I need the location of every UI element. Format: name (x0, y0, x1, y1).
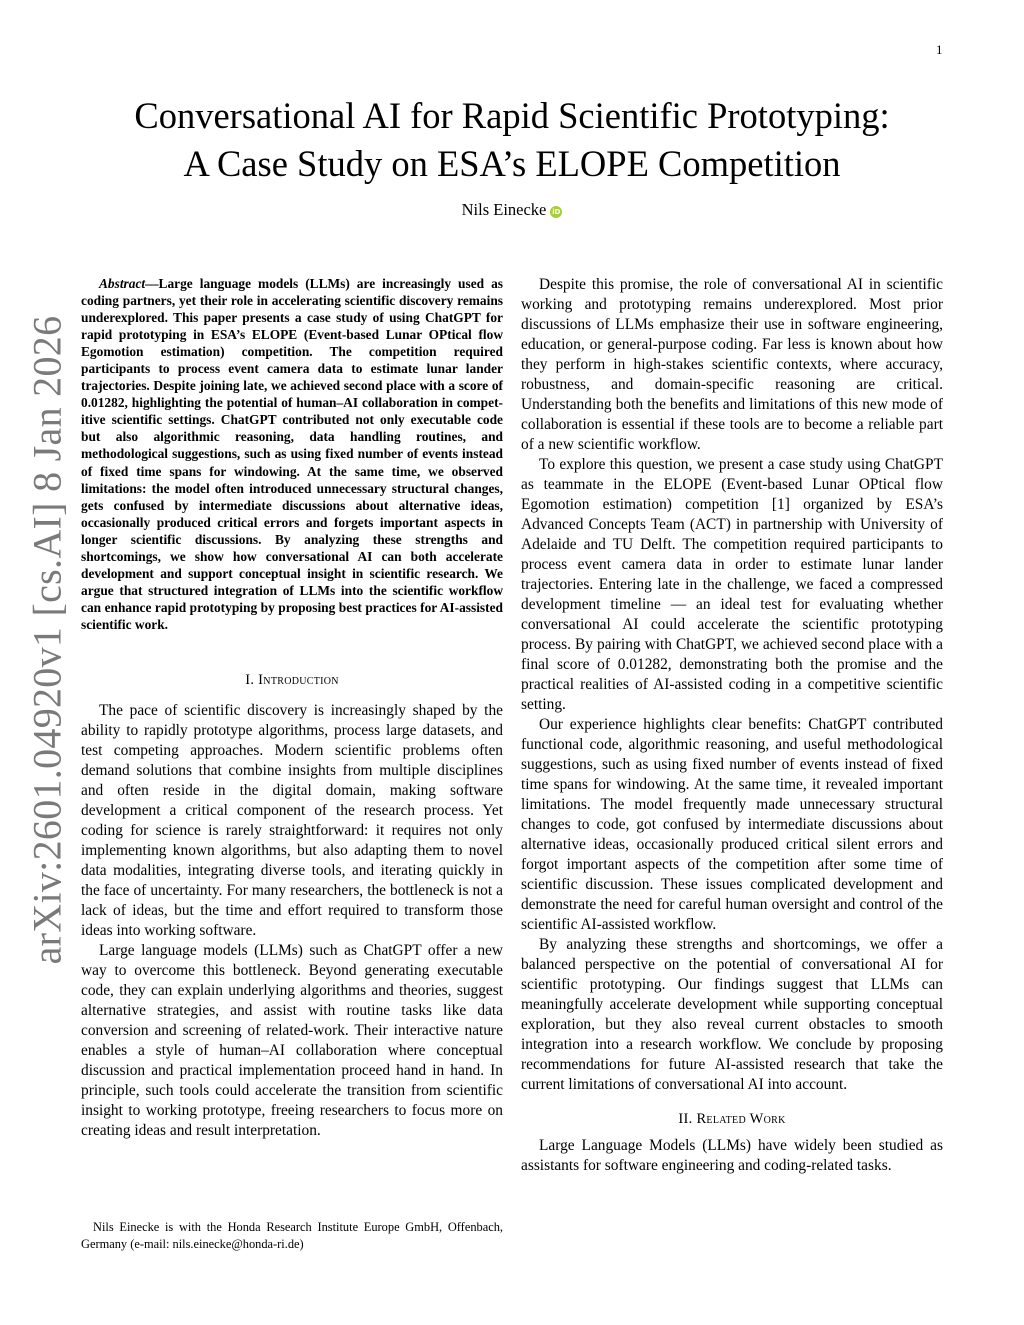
right-column (521, 275, 943, 1176)
orcid-icon[interactable]: iD (552, 208, 561, 216)
paper-title (60, 92, 964, 188)
author-name: Nils Einecke (461, 200, 547, 219)
author-line (0, 200, 1024, 220)
section-heading-introduction: I. Introduction (245, 671, 339, 688)
intro-paragraph-6: By analyzing these strengths and shortcomings, we offer a balanced perspective on the potential of conversational AI for scientific prototyping. Our findings suggest that LLMs can meaningfully accelerate development while supporting conceptual exploration, but they also reveal current obstacles to smooth integration into a research workflow. We conclude by proposing recommendations for future AI-assisted research that take the current limitations of conversational AI into account. (521, 936, 943, 1093)
title-line-2: A Case Study on ESA’s ELOPE Competition (183, 143, 841, 184)
intro-paragraph-5: Our experience highlights clear benefits: ChatGPT contributed functional code, algorithmic reasoning, and useful methodological suggestions, such as using fixed number of events instead of fixed time spans for windowing. At the same time, it revealed important limitations. The model frequently made unnecessary structural changes to code, got confused by intermediate discussions about alternative ideas, occasionally produced critical silent errors and forgot important aspects of the competition after some time of scientific discussion. These issues complicated development and demonstrate the need for careful human oversight and control of the scientific AI-assisted workflow. (521, 716, 943, 933)
section-heading-related-work: II. Related Work (678, 1111, 786, 1127)
page-number: 1 (936, 42, 943, 57)
abstract-label: Abstract (99, 276, 146, 291)
abstract-text: Large language models (LLMs) are increasingly used as coding partners, yet their role in accelerating scientific discovery remains underexplored. This paper presents a case study of using ChatGPT for rapid prototyping in ESA’s ELOPE (Event-based Lunar OPtical flow Egomotion estimation) competition. The competition required participants to process event camera data to estimate lunar lander trajectories. Despite joining late, we achieved second place with a score of 0.01282, highlighting the potential of human–AI collaboration in competitive scientific settings. ChatGPT contributed not only executable code but also algorithmic reasoning, data handling routines, and methodological suggestions, such as using fixed number of events instead of fixed time spans for windowing. At the same time, we observed limitations: the model often introduced unnecessary structural changes, gets confused by intermediate discussions about alternative ideas, occasionally produced critical errors and forgets important aspects in longer scientific discussions. By analyzing these strengths and shortcomings, we show how conversational AI can both accelerate development and support conceptual insight in scientific research. We argue that structured integration of LLMs into the scientific workflow can enhance rapid prototyping by proposing best practices for AI-assisted scientific work. (81, 276, 503, 632)
intro-paragraph-4: To explore this question, we present a case study using ChatGPT as teammate in the ELOPE (Event-based Lunar OPtical flow Egomotion estimation) competition [1] organized by ESA’s Advanced Concepts Team (ACT) in partnership with University of Adelaide and TU Delft. The competition required participants to process event camera data in order to estimate lunar lander trajectories. Entering late in the challenge, we faced a compressed development timeline — an ideal test for evaluating whether conversational AI could accelerate the scientific prototyping process. By pairing with ChatGPT, we achieved second place with a final score of 0.01282, demonstrating both the promise and the practical realities of AI-assisted coding in a competitive scientific setting. (521, 456, 943, 713)
abstract-dash: — (145, 276, 159, 291)
left-column (81, 275, 503, 1141)
intro-paragraph-3: Despite this promise, the role of conversational AI in scientific working and prototyping remains underexplored. Most prior discussions of LLMs emphasize their use in software engineering, education, or general-purpose coding. Far less is known about how they perform in high-stakes scientific contexts, where accuracy, robustness, and domain-specific reasoning are critical. Understanding both the benefits and limitations of this new mode of collaboration is essential if these tools are to become a reliable part of a new scientific workflow. (521, 276, 943, 453)
intro-paragraph-2: Large language models (LLMs) such as ChatGPT offer a new way to overcome this bottleneck. Beyond generating executable code, they can explain underlying algorithms and theories, suggest alternative strategies, and assist with routine tasks like data conversion and screening of related-work. Their interactive nature enables a style of human–AI collaboration where conceptual discussion and practical implementation proceed hand in hand. In principle, such tools could accelerate the transition from scientific insight to working prototype, freeing researchers to focus more on creating ideas and result interpretation. (81, 941, 503, 1139)
intro-paragraph-1: The pace of scientific discovery is increasingly shaped by the ability to rapidly prototype algorithms, process large datasets, and test competing approaches. Modern scientific problems often demand solutions that combine insights from multiple disciplines and often reside in the digital domain, making software development a critical component of the research process. Yet coding for science is rarely straightforward: it requires not only implementing known algorithms, but also adapting them to novel data modalities, integrating diverse tools, and iterating quickly in the face of uncertainty. For many researchers, the bottleneck is not a lack of ideas, but the time and effort required to transform those ideas into working software. (81, 701, 503, 939)
related-work-paragraph-1: Large Language Models (LLMs) have widely been studied as assistants for software engineering and coding-related tasks. (521, 1137, 943, 1174)
arxiv-identifier[interactable]: arXiv:2601.04920v1 [cs.AI] 8 Jan 2026 (24, 315, 70, 965)
author-affiliation-footnote: Nils Einecke is with the Honda Research Institute Europe GmbH, Offenbach, Germany (e-mail: nils.einecke@honda-ri.de) (81, 1220, 503, 1251)
title-line-1: Conversational AI for Rapid Scientific Prototyping: (134, 95, 890, 136)
abstract (81, 275, 503, 633)
